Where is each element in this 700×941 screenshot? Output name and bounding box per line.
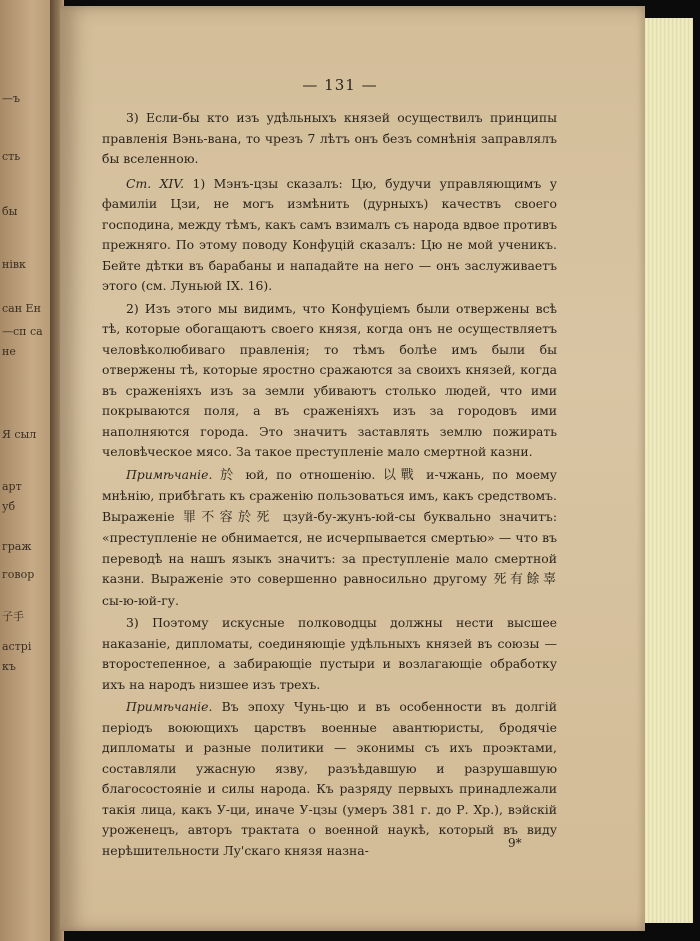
note-label: Примѣчаніе. [126, 466, 213, 482]
section-label: Ст. XIV. [126, 175, 185, 191]
book-page [60, 6, 645, 931]
left-page-text-fragment: астрі [2, 640, 32, 653]
left-page-text-fragment: бы [2, 205, 18, 218]
left-page-text-fragment: нівк [2, 258, 26, 271]
left-page-text-fragment: граж [2, 540, 32, 553]
note-label: Примѣчаніе. [126, 699, 213, 714]
note-segment: цзуй-бу-жунъ-юй-сы буквально значитъ: «преступленіе не обнимается, не исчерпывается смертью» — что въ переводѣ на нашъ языкъ значитъ: за преступленіе мало смертной казни. Выраженіе это совершенно равносильно другому [102, 508, 557, 586]
note-2 [102, 697, 557, 861]
paragraph-section-xiv [102, 174, 557, 297]
note-segment: и-чжань, по моему мнѣнію, прибѣгать къ сраженію пользоваться имъ, какъ средствомъ. Выраженіе [102, 466, 557, 524]
paragraph-1: 3) Если-бы кто изъ удѣльныхъ князей осуществилъ принципы правленія Вэнь-вана, то чрезъ 7 лѣтъ онъ безъ сомнѣнія заправлялъ бы вселенною. [102, 110, 557, 166]
left-page-text-fragment: Я сыл [2, 428, 37, 441]
chinese-characters: 以戰 [383, 467, 419, 483]
paragraph-2: 2) Изъ этого мы видимъ, что Конфуціемъ были отвержены всѣ тѣ, которые обогащаютъ своего князя, когда онъ не осуществляетъ человѣколюбиваго правленія; то тѣмъ болѣе имъ были бы отвержены тѣ, которые яростно сражаются за своихъ князей, когда въ сраженіяхъ изъ за земли убиваютъ столько людей, что ими покрываются поля, а въ сраженіяхъ изъ за городовъ ими наполняются города. Это значитъ заставлять землю пожирать человѣческое мясо. За такое преступленіе мало смертной казни. [102, 300, 557, 459]
note-text [102, 467, 557, 608]
note-1 [102, 465, 557, 612]
page-body [102, 108, 557, 863]
left-page-text-fragment: —ъ [2, 92, 20, 105]
paragraph-3: 3) Поэтому искусные полководцы должны нести высшее наказаніе, дипломаты, соединяющіе удѣльныхъ князей въ союзы — второстепенное, а забирающіе пустыри и возлагающіе обработку ихъ на народъ низшее изъ трехъ. [102, 615, 557, 692]
signature-mark: 9* [508, 836, 522, 850]
chinese-characters: 於 [220, 467, 238, 483]
left-page-text-fragment: говор [2, 568, 35, 581]
left-page-text-fragment: арт [2, 480, 22, 493]
chinese-characters: 死有餘辜 [493, 572, 557, 587]
left-page-text-fragment: къ [2, 660, 16, 673]
left-page-text-fragment: —сп ca [2, 325, 43, 338]
left-page-text-fragment: 子手 [2, 610, 24, 623]
left-page-text-fragment: уб [2, 500, 16, 513]
note-segment: юй, по отношенію. [237, 466, 384, 482]
page-edges [644, 18, 693, 923]
note-segment: сы-ю-юй-гу. [102, 592, 179, 608]
note-text: Въ эпоху Чунь-цю и въ особенности въ долгій періодъ воюющихъ царствъ военные авантюристы, бродячіе дипломаты и разные политики — эконимы съ ихъ проэктами, составляли ужасную язву, разъѣдавшую и разрушавшую благосостояніе и силы народа. Къ разряду первыхъ принадлежали такія лица, какъ У-ци, иначе У-цзы (умеръ 381 г. до Р. Хр.), вэйскій уроженецъ, авторъ трактата о военной наукѣ, который въ виду нерѣшительности Лу'скаго князя назна- [102, 699, 557, 858]
section-text: 1) Мэнъ-цзы сказалъ: Цю, будучи управляющимъ у фамиліи Цзи, не могъ измѣнить (дурныхъ) качествъ своего господина, между тѣмъ, какъ самъ взималъ съ народа вдвое противъ прежняго. По этому поводу Конфуцій сказалъ: Цю не мой ученикъ. Бейте дѣтки въ барабаны и нападайте на него — онъ заслуживаетъ этого (см. Луньюй IX. 16). [102, 175, 557, 293]
chinese-characters: 罪不容於死 [182, 509, 275, 525]
left-page-text-fragment: не [2, 345, 16, 358]
page-number: — 131 — [302, 76, 378, 94]
left-page-text-fragment: сть [2, 150, 21, 163]
left-page-text-fragment: сан Ен [2, 302, 41, 315]
